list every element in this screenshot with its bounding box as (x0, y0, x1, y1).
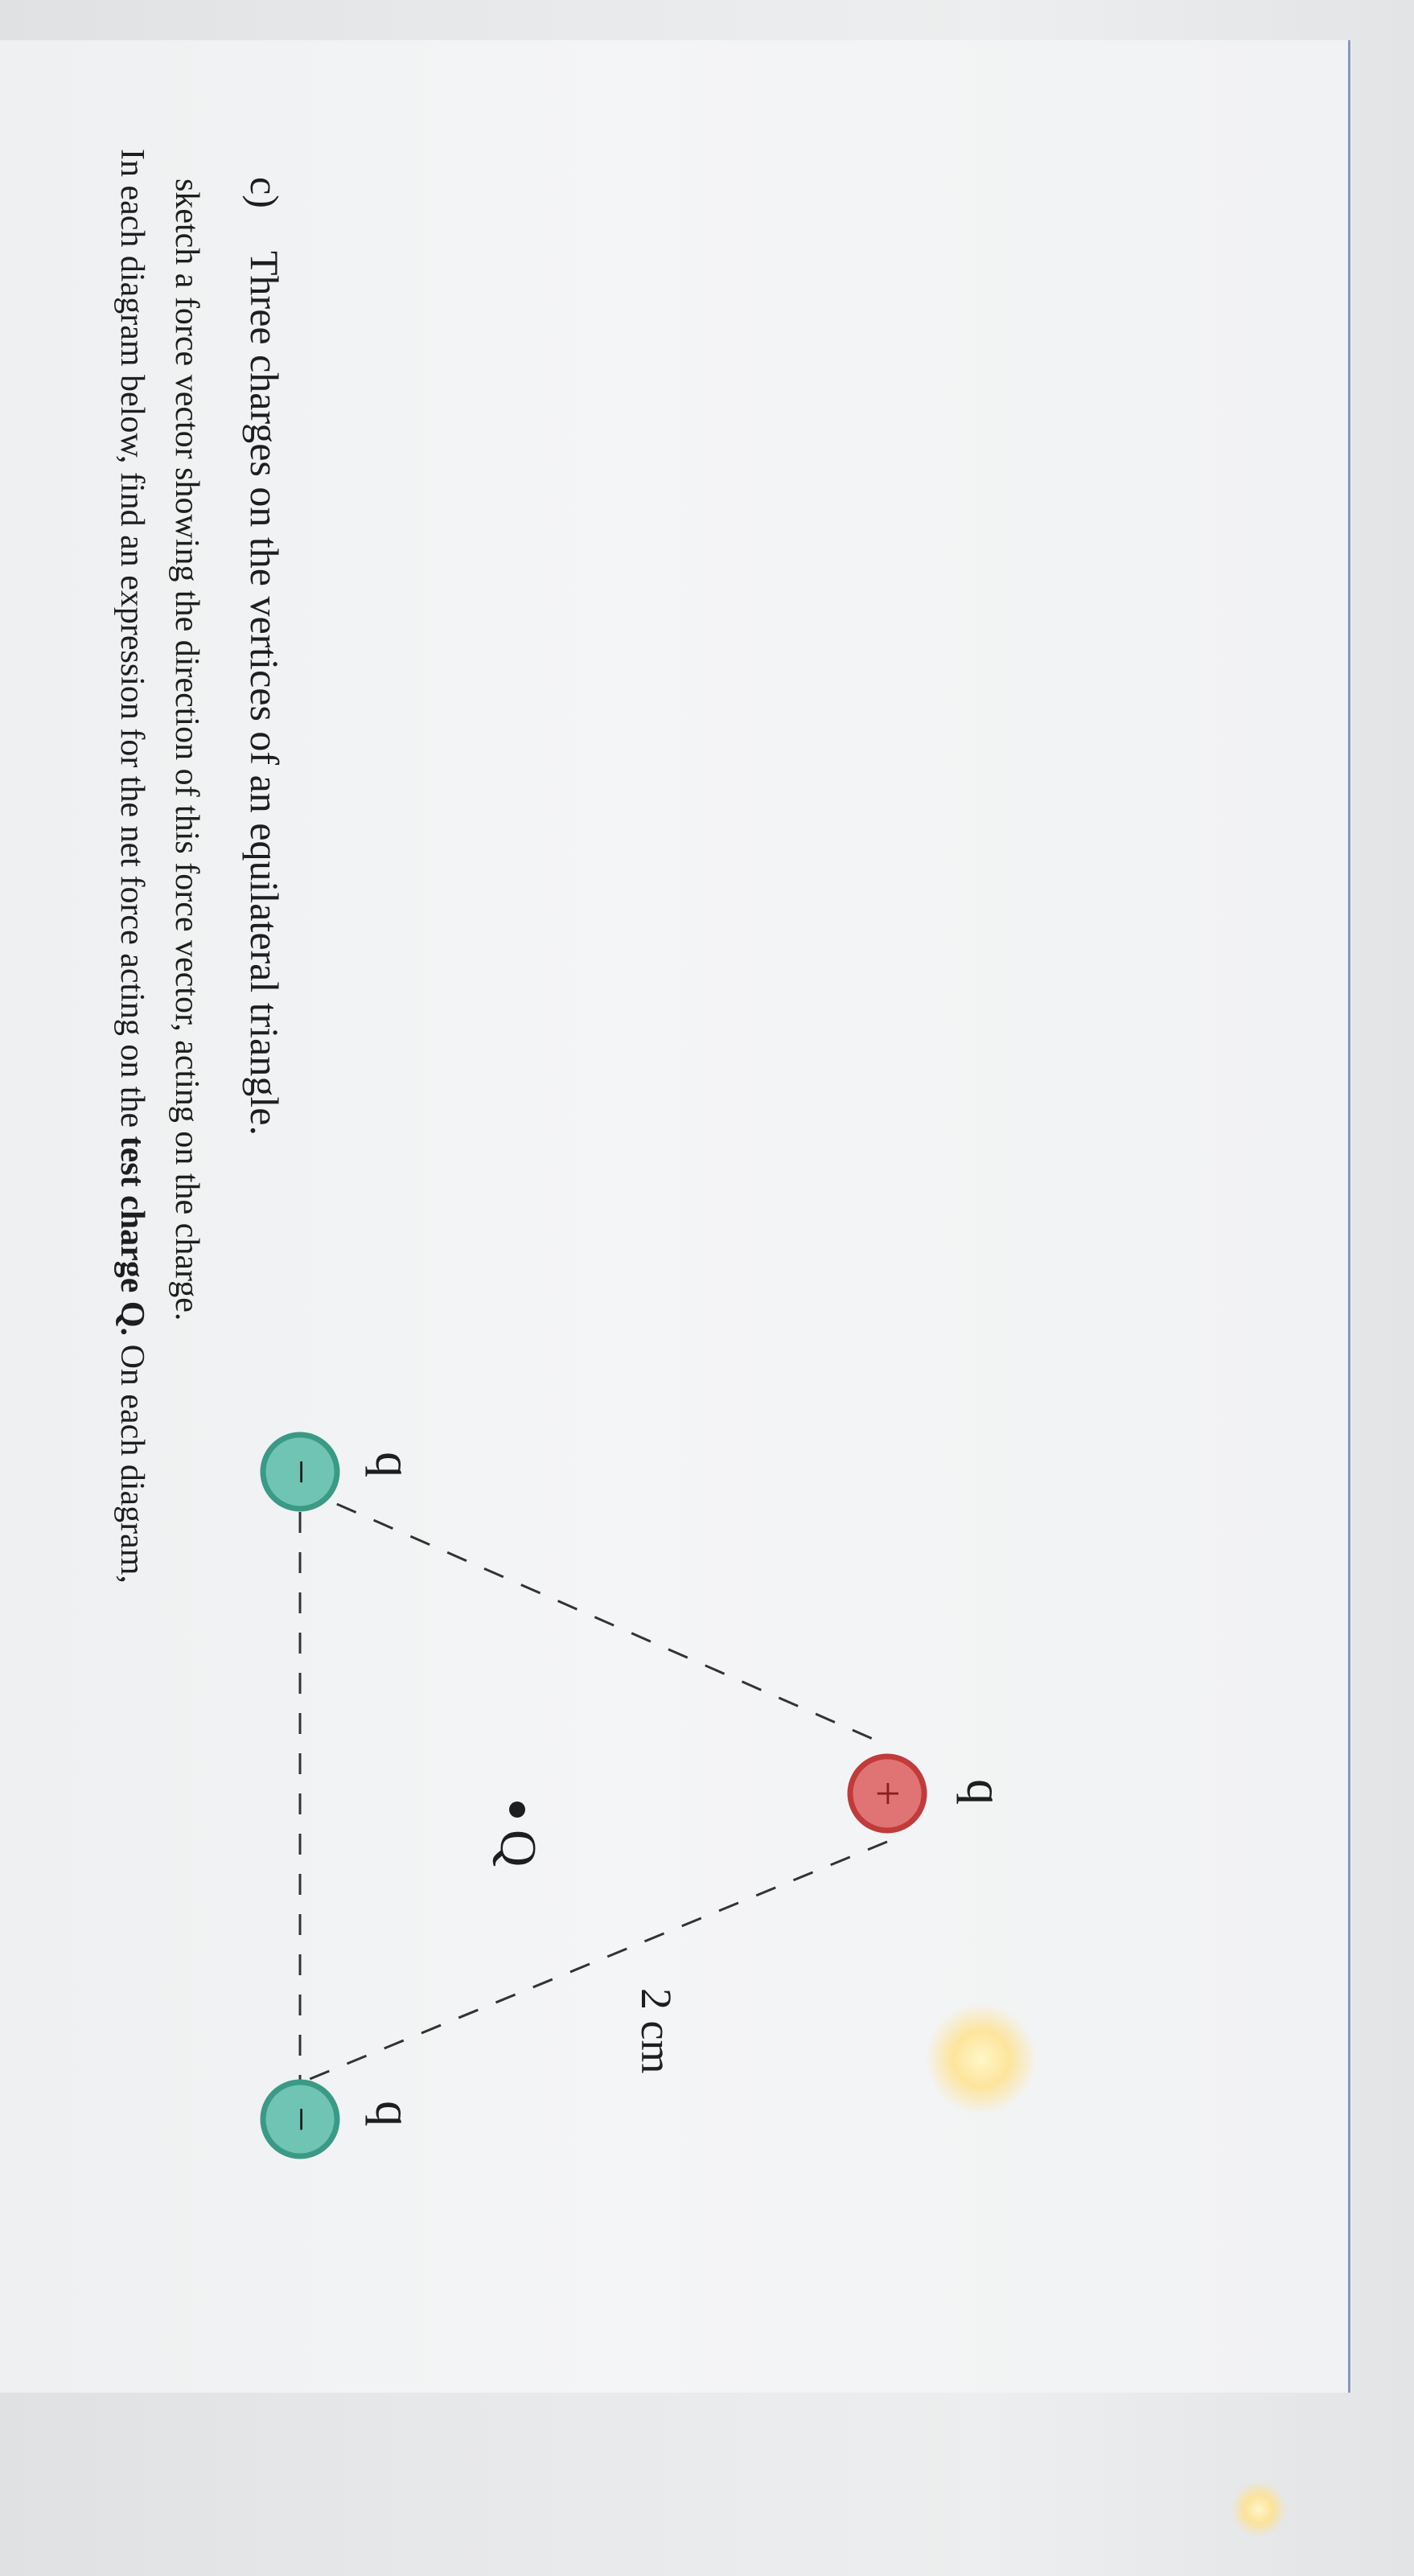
minus-sign-right: − (276, 2106, 326, 2132)
part-text: Three charges on the vertices of an equilateral triangle. (242, 251, 287, 1136)
plus-sign: + (862, 1781, 912, 1806)
left-charge-label: q (365, 1452, 422, 1477)
triangle-side-left (300, 1488, 887, 1745)
positive-charge-top (850, 1756, 924, 1830)
test-charge-label: Q (490, 1830, 547, 1867)
top-charge-label: q (956, 1779, 1013, 1805)
right-charge-label: q (365, 2101, 422, 2126)
negative-charge-left (263, 1435, 337, 1509)
part-marker: c) (242, 177, 287, 208)
intro-text-start: In each diagram below, find an expression for the net force acting on the (113, 149, 150, 1136)
test-charge-dot (509, 1802, 525, 1818)
intro-text-end: On each diagram, (113, 1336, 150, 1584)
question-intro-line-2: sketch a force vector showing the direction of this force vector, acting on the charge. (168, 179, 205, 1321)
test-charge-term: test charge Q. (113, 1136, 150, 1337)
minus-sign-left: − (276, 1459, 326, 1485)
triangle-side-right (300, 1842, 887, 2083)
side-length-label: 2 cm (632, 1988, 680, 2074)
negative-charge-right (263, 2082, 337, 2156)
